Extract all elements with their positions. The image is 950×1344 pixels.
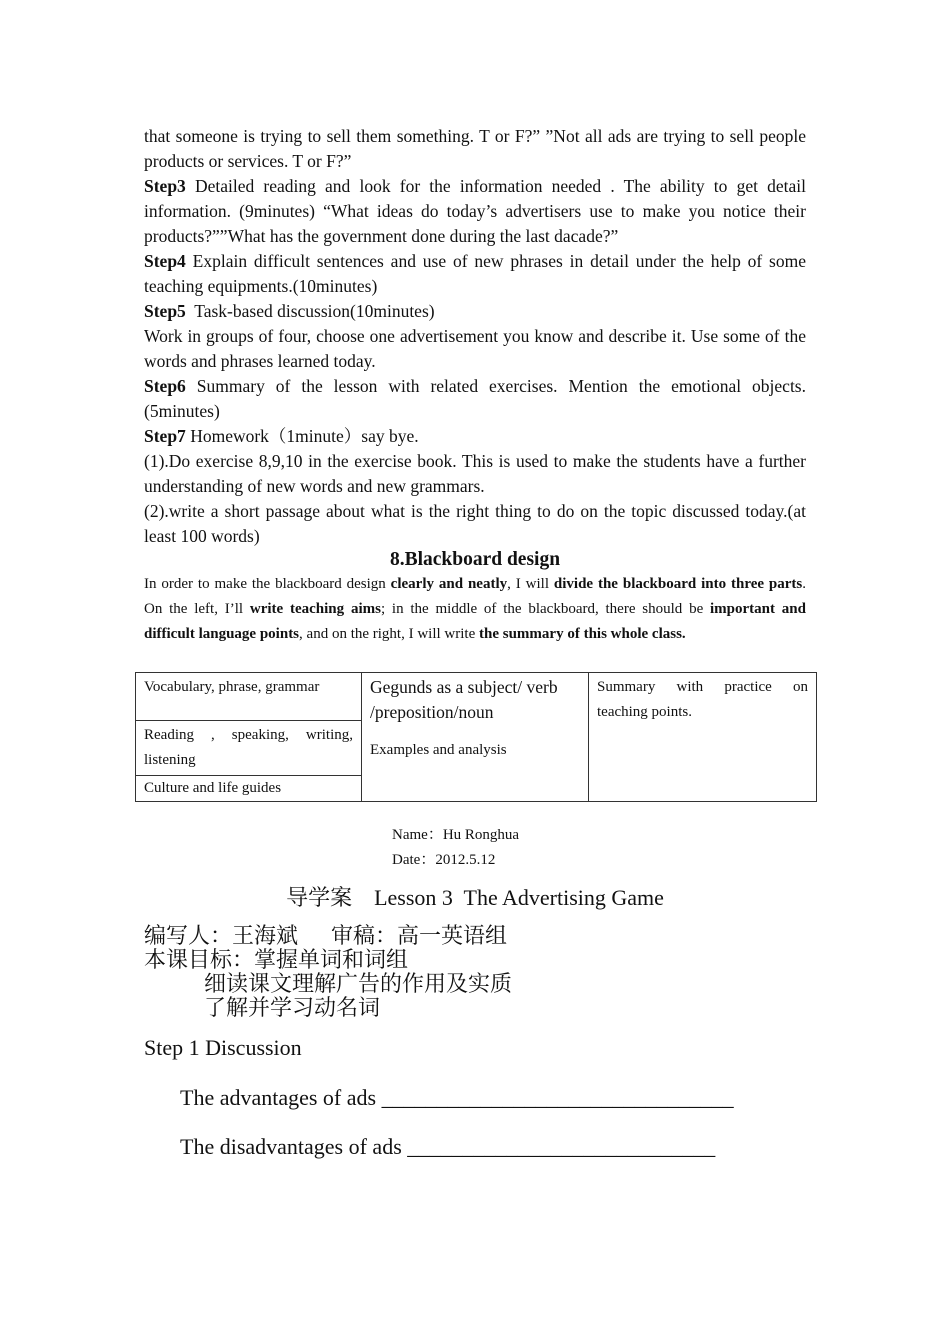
author-name: Name：Hu Ronghua	[392, 827, 520, 843]
goal-line: 本课目标：掌握单词和词组	[144, 947, 409, 972]
advantages-line[interactable]: The advantages of ads ________________________________	[180, 1085, 734, 1110]
blackboard-intro: In order to make the blackboard design clearly and neatly, I will divide the blackboard into three parts. On the left, I’ll write teaching aims; in the middle of the blackboard, there should be important and difficult language points, and on the right, I will write the summary of this whole class.	[144, 576, 807, 642]
step5-label: Step5	[144, 301, 186, 321]
homework-item-1: (1).Do exercise 8,9,10 in the exercise book. This is used to make the students have a further understanding of new words and new grammars.	[144, 451, 806, 496]
step1-heading: Step 1 Discussion	[144, 1035, 302, 1060]
cell-culture: Culture and life guides	[136, 776, 362, 802]
disadvantages-line[interactable]: The disadvantages of ads ____________________________	[180, 1134, 716, 1159]
lesson-steps	[144, 124, 806, 549]
goal-item-3: 了解并学习动名词	[204, 995, 381, 1020]
cell-summary: Summary with practice on teaching points.	[589, 673, 817, 802]
homework-item-2: (2).write a short passage about what is the right thing to do on the topic discussed today.(at least 100 words)	[144, 501, 806, 546]
step6-label: Step6	[144, 376, 186, 396]
step6-paragraph: Step6 Summary of the lesson with related exercises. Mention the emotional objects.(5minutes)	[144, 376, 806, 421]
cell-language-points: Gegunds as a subject/ verb /preposition/noun Examples and analysis	[362, 673, 589, 802]
step5-detail: Work in groups of four, choose one advertisement you know and describe it. Use some of the words and phrases learned today.	[144, 326, 806, 371]
blackboard-table	[135, 672, 817, 802]
cell-reading: Reading , speaking, writing, listening	[136, 721, 362, 776]
guide-title: 导学案 Lesson 3 The Advertising Game	[286, 885, 664, 910]
step4-label: Step4	[144, 251, 186, 271]
step4-paragraph: Step4 Explain difficult sentences and use of new phrases in detail under the help of some teaching equipments.(10minutes)	[144, 251, 806, 296]
document-date: Date：2012.5.12	[392, 852, 496, 868]
author-line: 编写人：王海斌 审稿：高一英语组	[144, 923, 508, 948]
cell-vocabulary: Vocabulary, phrase, grammar	[136, 673, 362, 721]
step5-paragraph: Step5 Task-based discussion(10minutes)	[144, 301, 435, 321]
step7-paragraph: Step7 Homework（1minute）say bye.	[144, 426, 419, 446]
step3-label: Step3	[144, 176, 186, 196]
goal-item-2: 细读课文理解广告的作用及实质	[204, 971, 513, 996]
step3-paragraph: Step3 Detailed reading and look for the information needed . The ability to get detail information. (9minutes) “What ideas do today’s advertisers use to make you notice their products?””What has the government done during the last dacade?”	[144, 176, 806, 246]
blackboard-heading: 8.Blackboard design	[389, 549, 561, 570]
step7-label: Step7	[144, 426, 186, 446]
intro-line: that someone is trying to sell them something. T or F?” ”Not all ads are trying to sell people products or services. T or F?”	[144, 126, 806, 171]
